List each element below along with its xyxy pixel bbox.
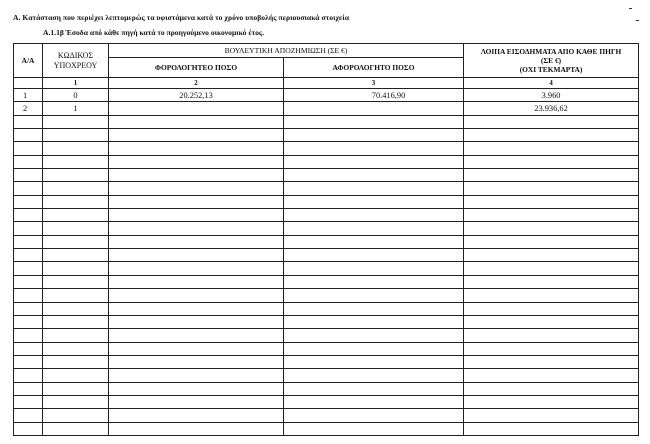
table-row <box>14 302 639 315</box>
cell-aa <box>14 222 43 235</box>
header-other-income <box>464 44 639 78</box>
column-number <box>14 78 43 89</box>
cell-nontaxable <box>284 275 464 288</box>
cell-nontaxable <box>284 209 464 222</box>
cell-nontaxable <box>284 129 464 142</box>
cell-taxable <box>109 422 284 435</box>
cell-code <box>43 342 109 355</box>
cell-nontaxable <box>284 422 464 435</box>
cell-aa <box>14 129 43 142</box>
cell-taxable <box>109 222 284 235</box>
cell-taxable <box>109 142 284 155</box>
cell-nontaxable <box>284 369 464 382</box>
cell-code <box>43 275 109 288</box>
cell-taxable <box>109 369 284 382</box>
table-row <box>14 222 639 235</box>
cell-other-income <box>464 275 639 288</box>
cell-nontaxable <box>284 409 464 422</box>
table-row <box>14 382 639 395</box>
cell-nontaxable <box>284 395 464 408</box>
cell-code <box>43 382 109 395</box>
cell-nontaxable <box>284 235 464 248</box>
cell-nontaxable <box>284 115 464 128</box>
cell-taxable <box>109 249 284 262</box>
cell-aa <box>14 422 43 435</box>
table-row <box>14 289 639 302</box>
cell-code <box>43 302 109 315</box>
cell-nontaxable <box>284 182 464 195</box>
cell-code <box>43 262 109 275</box>
cell-other-income <box>464 395 639 408</box>
cell-nontaxable <box>284 315 464 328</box>
cell-aa <box>14 169 43 182</box>
cell-taxable <box>109 382 284 395</box>
cell-other-income <box>464 409 639 422</box>
table-row <box>14 115 639 128</box>
cell-aa <box>14 195 43 208</box>
cell-code <box>43 395 109 408</box>
cell-other-income <box>464 129 639 142</box>
cell-code <box>43 289 109 302</box>
table-row <box>14 195 639 208</box>
cell-other-income <box>464 422 639 435</box>
cell-other-income <box>464 315 639 328</box>
cell-taxable: 20.252,13 <box>109 89 284 102</box>
table-row <box>14 262 639 275</box>
cell-aa <box>14 262 43 275</box>
cell-code <box>43 355 109 368</box>
cell-taxable <box>109 102 284 115</box>
cell-nontaxable <box>284 289 464 302</box>
cell-taxable <box>109 129 284 142</box>
cell-nontaxable <box>284 302 464 315</box>
header-code <box>43 44 109 78</box>
table-row <box>14 142 639 155</box>
header-compensation-group: ΒΟΥΛΕΥΤΙΚΗ ΑΠΟΖΗΜΙΩΣΗ (ΣΕ €) <box>109 44 464 58</box>
scan-mark <box>636 20 639 21</box>
cell-nontaxable <box>284 329 464 342</box>
cell-taxable <box>109 169 284 182</box>
table-row <box>14 315 639 328</box>
cell-code <box>43 115 109 128</box>
cell-code <box>43 369 109 382</box>
cell-taxable <box>109 342 284 355</box>
cell-other-income <box>464 329 639 342</box>
header-other-line3: (ΟΧΙ ΤΕΚΜΑΡΤΑ) <box>519 65 583 74</box>
cell-other-income <box>464 115 639 128</box>
cell-other-income <box>464 249 639 262</box>
cell-taxable <box>109 262 284 275</box>
cell-other-income <box>464 155 639 168</box>
cell-other-income <box>464 382 639 395</box>
header-taxable: ΦΟΡΟΛΟΓΗΤΕΟ ΠΟΣΟ <box>109 58 284 78</box>
cell-aa <box>14 382 43 395</box>
cell-code <box>43 195 109 208</box>
cell-aa <box>14 142 43 155</box>
cell-aa <box>14 155 43 168</box>
cell-taxable <box>109 289 284 302</box>
cell-nontaxable <box>284 102 464 115</box>
table-row <box>14 209 639 222</box>
cell-nontaxable <box>284 382 464 395</box>
cell-taxable <box>109 275 284 288</box>
header-nontaxable: ΑΦΟΡΟΛΟΓΗΤΟ ΠΟΣΟ <box>284 58 464 78</box>
cell-other-income <box>464 182 639 195</box>
cell-aa <box>14 302 43 315</box>
cell-taxable <box>109 329 284 342</box>
table-row <box>14 182 639 195</box>
cell-aa <box>14 409 43 422</box>
cell-code <box>43 422 109 435</box>
cell-aa <box>14 395 43 408</box>
header-aa: Α/Α <box>14 44 43 78</box>
cell-aa <box>14 209 43 222</box>
table-row <box>14 275 639 288</box>
column-number: 4 <box>464 78 639 89</box>
table-row <box>14 369 639 382</box>
cell-other-income: 23.936,62 <box>464 102 639 115</box>
cell-taxable <box>109 195 284 208</box>
table-row <box>14 329 639 342</box>
cell-taxable <box>109 409 284 422</box>
table-row <box>14 409 639 422</box>
cell-taxable <box>109 395 284 408</box>
cell-code <box>43 409 109 422</box>
column-number: 3 <box>284 78 464 89</box>
cell-other-income <box>464 195 639 208</box>
cell-other-income <box>464 369 639 382</box>
cell-other-income <box>464 142 639 155</box>
cell-aa: 1 <box>14 89 43 102</box>
cell-aa <box>14 329 43 342</box>
table-row <box>14 235 639 248</box>
header-other-line2: (ΣΕ €) <box>540 56 562 65</box>
cell-other-income <box>464 342 639 355</box>
cell-taxable <box>109 315 284 328</box>
cell-code <box>43 169 109 182</box>
cell-aa <box>14 235 43 248</box>
cell-code <box>43 235 109 248</box>
section-title: Α. Κατάσταση που περιέχει λεπτομερώς τα υφιστάμενα κατά το χρόνο υποβολής περιουσιακά στοιχεία <box>13 13 350 22</box>
cell-other-income <box>464 302 639 315</box>
table-row <box>14 342 639 355</box>
cell-code <box>43 249 109 262</box>
cell-code <box>43 155 109 168</box>
cell-other-income: 3.960 <box>464 89 639 102</box>
cell-taxable <box>109 235 284 248</box>
cell-aa <box>14 369 43 382</box>
cell-code <box>43 222 109 235</box>
cell-aa <box>14 115 43 128</box>
header-code-text: ΚΩΔΙΚΟΣ ΥΠΟΧΡΕΟΥ <box>53 50 98 70</box>
cell-nontaxable <box>284 355 464 368</box>
table-row <box>14 422 639 435</box>
cell-other-income <box>464 235 639 248</box>
subsection-title: Α.1.1β Έσοδα από κάθε πηγή κατά το προηγούμενο οικονομικό έτος. <box>43 28 264 37</box>
cell-taxable <box>109 182 284 195</box>
cell-other-income <box>464 222 639 235</box>
table-row <box>14 355 639 368</box>
cell-aa <box>14 182 43 195</box>
cell-code <box>43 209 109 222</box>
cell-taxable <box>109 155 284 168</box>
income-table <box>13 43 639 436</box>
header-other-line1: ΛΟΙΠΑ ΕΙΣΟΔΗΜΑΤΑ ΑΠΟ ΚΑΘΕ ΠΗΓΗ <box>480 47 622 56</box>
cell-nontaxable <box>284 195 464 208</box>
cell-aa: 2 <box>14 102 43 115</box>
cell-aa <box>14 289 43 302</box>
table-row <box>14 249 639 262</box>
table-row <box>14 102 639 115</box>
cell-other-income <box>464 209 639 222</box>
cell-nontaxable <box>284 262 464 275</box>
table-row <box>14 129 639 142</box>
cell-other-income <box>464 262 639 275</box>
cell-aa <box>14 315 43 328</box>
cell-code: 0 <box>43 89 109 102</box>
cell-nontaxable <box>284 155 464 168</box>
cell-taxable <box>109 209 284 222</box>
cell-aa <box>14 249 43 262</box>
cell-nontaxable <box>284 169 464 182</box>
cell-code <box>43 182 109 195</box>
table-row <box>14 89 639 102</box>
cell-nontaxable <box>284 342 464 355</box>
table-row <box>14 169 639 182</box>
cell-other-income <box>464 355 639 368</box>
cell-aa <box>14 355 43 368</box>
cell-nontaxable <box>284 142 464 155</box>
cell-nontaxable <box>284 249 464 262</box>
cell-code <box>43 129 109 142</box>
cell-aa <box>14 342 43 355</box>
table-row <box>14 395 639 408</box>
cell-nontaxable: 70.416,90 <box>284 89 464 102</box>
cell-other-income <box>464 169 639 182</box>
scan-mark <box>629 8 632 9</box>
column-number: 2 <box>109 78 284 89</box>
column-number: 1 <box>43 78 109 89</box>
cell-other-income <box>464 289 639 302</box>
cell-code: 1 <box>43 102 109 115</box>
cell-taxable <box>109 302 284 315</box>
cell-aa <box>14 275 43 288</box>
cell-code <box>43 142 109 155</box>
cell-taxable <box>109 115 284 128</box>
cell-code <box>43 315 109 328</box>
column-number-row <box>14 78 639 89</box>
table-row <box>14 155 639 168</box>
cell-nontaxable <box>284 222 464 235</box>
cell-taxable <box>109 355 284 368</box>
cell-code <box>43 329 109 342</box>
